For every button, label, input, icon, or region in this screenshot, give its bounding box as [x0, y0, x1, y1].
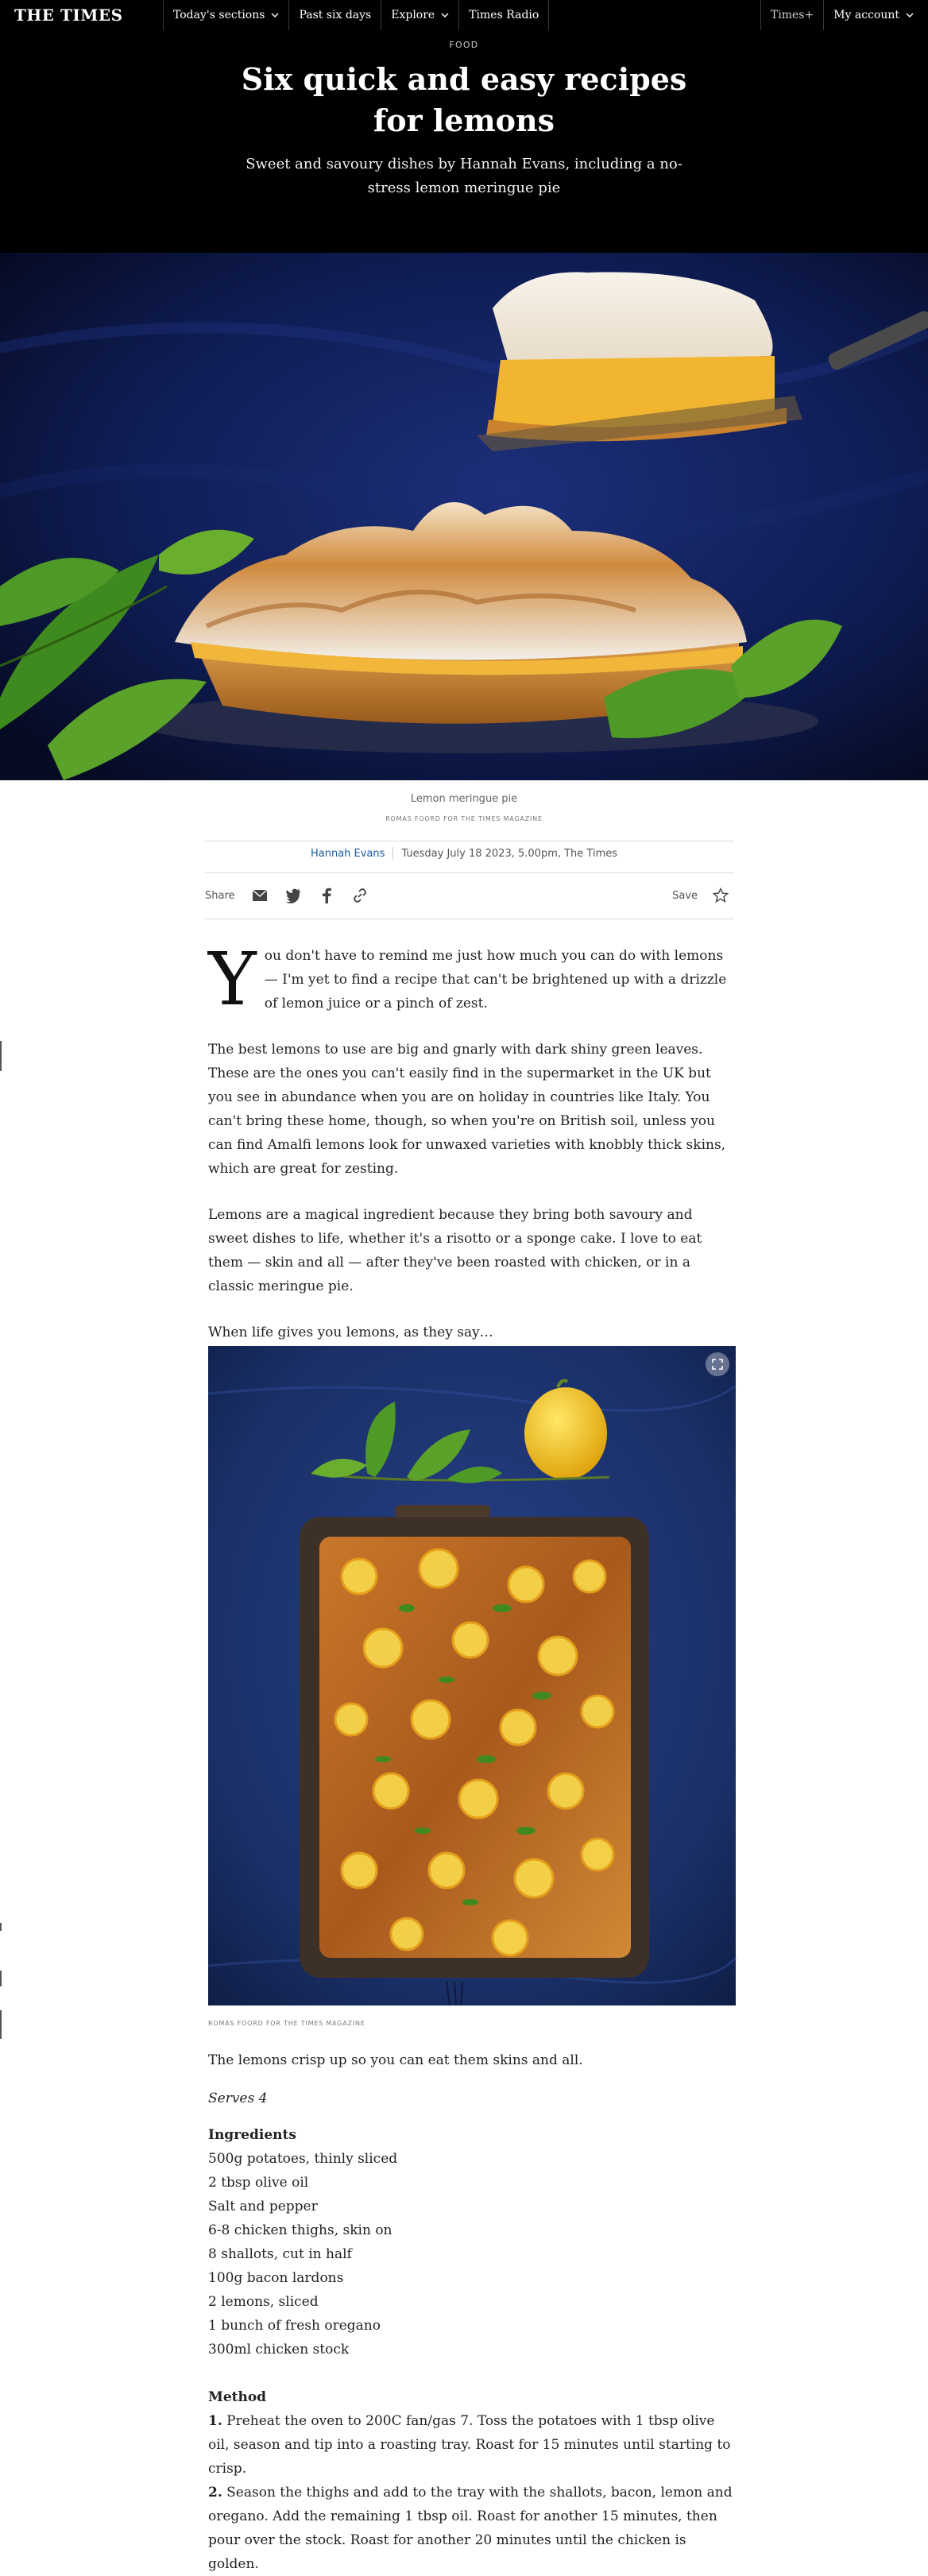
nav-times-plus[interactable]	[760, 0, 823, 30]
traybake-image[interactable]	[208, 1346, 736, 2005]
paragraph: The best lemons to use are big and gnarly with dark shiny green leaves. These are the ones you can't easily find in the supermarket in the UK but you see in abundance when you are on holiday in countries like Italy. You can't bring these home, though, so when you're on British soil, unless you can find Amalfi lemons look for unwaxed varieties with knobbly thick skins, which are great for zesting.	[208, 1042, 726, 1177]
ingredient-item: 500g potatoes, thinly sliced	[208, 2151, 398, 2167]
nav-times-radio[interactable]	[458, 0, 549, 30]
ingredient-item: 1 bunch of fresh oregano	[208, 2318, 381, 2334]
traybake-photo-credit: ROMAS FOORD FOR THE TIMES MAGAZINE	[208, 2020, 365, 2027]
article-headline: Six quick and easy recipes for lemons	[241, 61, 687, 138]
article-standfirst: Sweet and savoury dishes by Hannah Evans, including a no-stress lemon meringue pie	[246, 156, 682, 196]
facebook-icon	[322, 888, 331, 903]
intro-text: ou don't have to remind me just how much you can do with lemons — I'm yet to find a recipe that can't be brightened up with a drizzle of lemon juice or a pinch of zest.	[264, 948, 727, 1011]
paragraph: When life gives you lemons, as they say…	[208, 1325, 493, 1340]
method-step	[208, 2409, 733, 2481]
traybake-photo	[208, 1346, 736, 2005]
expand-icon	[711, 1358, 724, 1371]
ingredient-item: 300ml chicken stock	[208, 2342, 350, 2357]
byline	[0, 847, 928, 860]
twitter-icon	[285, 888, 301, 903]
ingredient-item: 2 tbsp olive oil	[208, 2175, 309, 2191]
ingredients-heading: Ingredients	[208, 2127, 296, 2143]
ingredient-item: 2 lemons, sliced	[208, 2294, 319, 2310]
expand-image-button[interactable]	[706, 1352, 729, 1376]
step-text: Preheat the oven to 200C fan/gas 7. Toss the potatoes with 1 tbsp olive oil, season and tip into a roasting tray. Roast for 15 minutes until starting to crisp.	[208, 2413, 731, 2477]
top-navigation	[0, 0, 928, 30]
recipe	[208, 2048, 733, 2576]
email-share-button[interactable]	[251, 887, 269, 904]
nav-label: Past six days	[299, 9, 372, 21]
chevron-down-icon	[271, 11, 279, 19]
share-label: Share	[205, 889, 235, 902]
margin-marks	[0, 946, 2, 2058]
ingredient-item: 6-8 chicken thighs, skin on	[208, 2222, 392, 2238]
logo-text: THE TIMES	[14, 6, 123, 25]
link-icon	[353, 888, 367, 903]
recipe-serves: Serves 4	[208, 2091, 268, 2106]
step-text: Season the thighs and add to the tray with the shallots, bacon, lemon and oregano. Add the remaining 1 tbsp oil. Roast for another 15 minutes, then pour over the stock. Roast for another 20 minutes until the chicken is golden.	[208, 2485, 733, 2572]
copy-link-button[interactable]	[351, 887, 369, 904]
nav-my-account[interactable]	[823, 0, 928, 30]
article-header	[0, 30, 928, 253]
times-logo[interactable]	[0, 0, 163, 30]
step-number: 1.	[208, 2413, 222, 2429]
chevron-down-icon	[906, 11, 914, 19]
save-label[interactable]: Save	[672, 889, 698, 902]
lemon-meringue-pie-photo	[0, 253, 928, 780]
share-bar	[205, 884, 734, 907]
ingredient-item: 100g bacon lardons	[208, 2270, 344, 2286]
nav-label: Today's sections	[173, 9, 265, 21]
nav-explore[interactable]	[381, 0, 458, 30]
facebook-share-button[interactable]	[318, 887, 335, 904]
publish-date: Tuesday July 18 2023, 5.00pm, The Times	[401, 847, 618, 860]
chevron-down-icon	[441, 11, 449, 19]
nav-label: Times Radio	[469, 9, 539, 21]
byline-separator	[392, 847, 393, 860]
nav-todays-sections[interactable]	[163, 0, 288, 30]
nav-label: My account	[833, 9, 899, 21]
recipe-intro: The lemons crisp up so you can eat them skins and all.	[208, 2052, 583, 2068]
author-link[interactable]: Hannah Evans	[310, 847, 385, 860]
nav-label: Times+	[770, 9, 814, 21]
paragraph: Lemons are a magical ingredient because they bring both savoury and sweet dishes to life, whether it's a risotto or a sponge cake. I love to eat them — skin and all — after they've been roasted with chicken, or in a classic meringue pie.	[208, 1207, 702, 1294]
step-number: 2.	[208, 2485, 222, 2501]
save-button[interactable]	[712, 887, 729, 904]
email-icon	[252, 889, 268, 902]
star-icon	[713, 888, 729, 903]
hero-caption: Lemon meringue pie	[410, 793, 518, 805]
nav-label: Explore	[391, 9, 435, 21]
ingredients-list	[208, 2147, 733, 2361]
nav-past-six-days[interactable]	[288, 0, 381, 30]
section-kicker[interactable]: FOOD	[449, 40, 479, 50]
hero-photo-credit: ROMAS FOORD FOR THE TIMES MAGAZINE	[385, 815, 543, 822]
ingredient-item: 8 shallots, cut in half	[208, 2246, 352, 2262]
hero-image	[0, 253, 928, 780]
ingredient-item: Salt and pepper	[208, 2199, 318, 2214]
divider	[205, 872, 734, 873]
method-heading: Method	[208, 2389, 267, 2405]
drop-cap: Y	[208, 937, 257, 1022]
twitter-share-button[interactable]	[284, 887, 302, 904]
intro-paragraph	[208, 937, 733, 1022]
method-step	[208, 2481, 733, 2576]
article-body	[208, 937, 733, 1397]
